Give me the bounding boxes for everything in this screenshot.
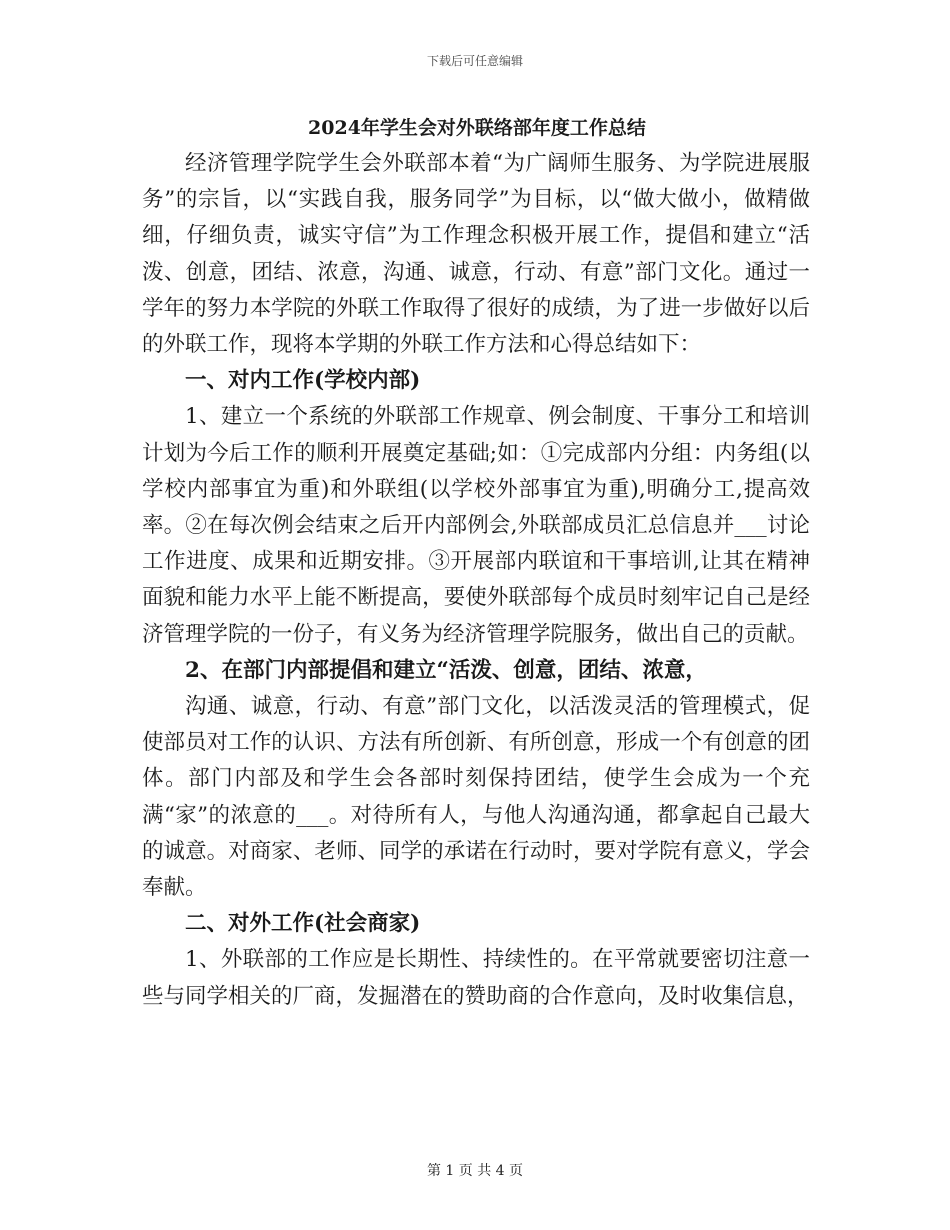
document-title: 2024年学生会对外联络部年度工作总结 — [308, 117, 646, 139]
page-number: 第 1 页 共 4 页 — [426, 1163, 524, 1179]
paragraph-item-2-heading: 2、在部门内部提倡和建立“活泼、创意，团结、浓意， — [185, 657, 707, 683]
paragraph-item-2-body: 沟通、诚意，行动、有意”部门文化，以活泼灵活的管理模式，促使部员对工作的认识、方法有所创新、有所创意，形成一个有创意的团体。部门内部及和学生会各部时刻保持团结，使学生会成为一个充满“家”的浓意的___。对待所有人，与他人沟通沟通，都拿起自己最大的诚意。对商家、老师、同学的承诺在行动时，要对学院有意义，学会奉献。 — [142, 694, 810, 901]
document-body — [142, 146, 810, 1015]
intro-paragraph: 经济管理学院学生会外联部本着“为广阔师生服务、为学院进展服务”的宗旨，以“实践自我，服务同学”为目标，以“做大做小，做精做细，仔细负责，诚实守信”为工作理念积极开展工作，提倡和建立“活泼、创意，团结、浓意，沟通、诚意，行动、有意”部门文化。通过一学年的努力本学院的外联工作取得了很好的成绩，为了进一步做好以后的外联工作，现将本学期的外联工作方法和心得总结如下： — [142, 151, 810, 358]
header-note: 下载后可任意编辑 — [426, 54, 523, 68]
section-heading-internal: 一、对内工作(学校内部) — [185, 368, 421, 394]
paragraph-external-item-1: 1、外联部的工作应是长期性、持续性的。在平常就要密切注意一些与同学相关的厂商，发掘潜在的赞助商的合作意向，及时收集信息， — [142, 947, 810, 1009]
paragraph-item-1: 1、建立一个系统的外联部工作规章、例会制度、干事分工和培训计划为今后工作的顺利开展奠定基础;如：①完成部内分组：内务组(以学校内部事宜为重)和外联组(以学校外部事宜为重),明确分工,提高效率。②在每次例会结束之后开内部例会,外联部成员汇总信息并___讨论工作进度、成果和近期安排。③开展部内联谊和干事培训,让其在精神面貌和能力水平上能不断提高，要使外联部每个成员时刻牢记自己是经济管理学院的一份子，有义务为经济管理学院服务，做出自己的贡献。 — [142, 404, 810, 647]
section-heading-external: 二、对外工作(社会商家) — [185, 911, 421, 937]
